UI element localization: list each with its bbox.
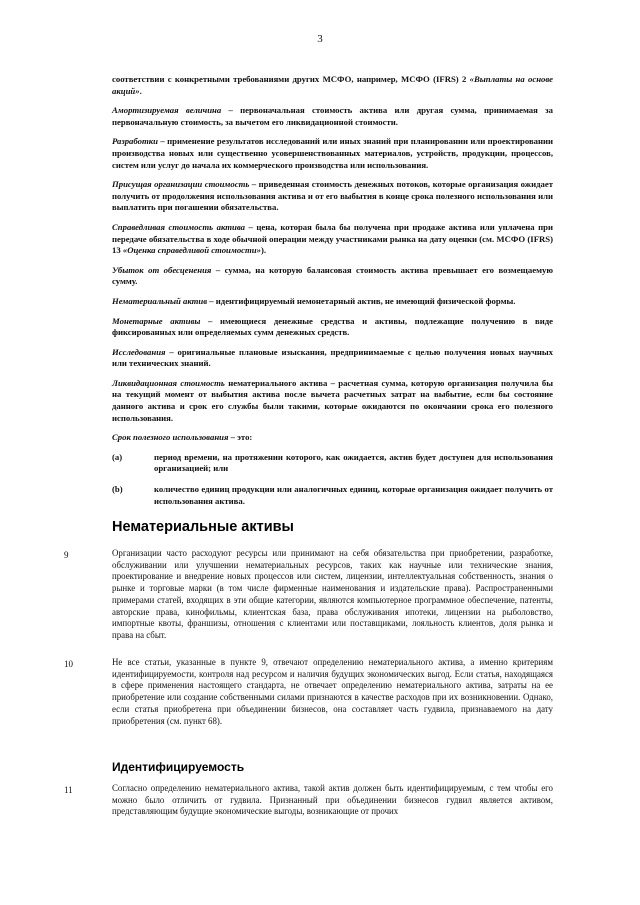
definition-intangible-asset bbox=[112, 296, 553, 308]
definition-term: Справедливая стоимость актива bbox=[112, 221, 245, 232]
definition-term: Срок полезного использования bbox=[112, 432, 229, 443]
definition-text: – цена, которая была бы получена при продаже актива или уплачена при передаче обязательства в ходе обычной операции между участниками рынка на дату оценки (см. МСФО (IFRS) 13 bbox=[112, 221, 553, 256]
definition-text: – первоначальная стоимость актива или другая сумма, принимаемая за первоначальную стоимость, за вычетом его ликвидационной стоимости. bbox=[112, 105, 553, 127]
definition-text: – имеющиеся денежные средства и активы, подлежащие получению в виде фиксированных или определяемых сумм денежных средств. bbox=[112, 315, 553, 338]
definition-continuation bbox=[112, 74, 553, 97]
definition-text: – сумма, на которую балансовая стоимость актива превышает его возмещаемую сумму. bbox=[112, 264, 553, 287]
definition-text: – применение результатов исследований или иных знаний при планировании или проектировании производства новых или существенно усовершенствованных материалов, устройств, продукции, процессов, систем или услуг до начала их коммерческого производства или использования. bbox=[112, 136, 553, 170]
definition-text: – это: bbox=[228, 432, 253, 443]
definition-text: – идентифицируемый немонетарный актив, не имеющий физической формы. bbox=[207, 295, 516, 306]
definition-monetary-assets bbox=[112, 316, 553, 339]
subsection-heading: Идентифицируемость bbox=[112, 760, 245, 774]
definition-term: «Оценка справедливой стоимости» bbox=[122, 245, 261, 256]
list-item-text: период времени, на протяжении которого, как ожидается, актив будет доступен для использования организацией; или bbox=[154, 451, 553, 474]
definition-text: нематериального актива – расчетная сумма, которую организация получила бы на текущий момент от выбытия актива после вычета расчетных затрат на выбытие, если бы состояние данного актива и срок его службы были такими, которые ожидаются по окончании срока его полезного использования. bbox=[112, 377, 554, 423]
definition-text: – оригинальные плановые изыскания, предпринимаемые с целью получения новых научных или технических знаний. bbox=[112, 346, 553, 369]
definition-residual-value bbox=[112, 378, 553, 424]
definition-term: Монетарные активы bbox=[112, 315, 201, 326]
definition-tail: ). bbox=[260, 245, 267, 256]
definition-term: Разработки bbox=[112, 136, 158, 147]
list-item-letter: (a) bbox=[112, 451, 123, 462]
definition-tail: . bbox=[139, 85, 142, 96]
definition-term: Амортизируемая величина bbox=[112, 105, 222, 116]
definition-research bbox=[112, 347, 553, 370]
list-item-text: количество единиц продукции или аналогичных единиц, которые организация ожидает получить от использования актива. bbox=[154, 484, 553, 506]
definitions-list bbox=[112, 74, 553, 516]
definition-fair-value bbox=[112, 222, 553, 257]
definition-useful-life bbox=[112, 432, 553, 444]
definition-text: соответствии с конкретными требованиями других МСФО, например, МСФО (IFRS) 2 bbox=[112, 74, 470, 84]
definition-impairment-loss bbox=[112, 265, 553, 288]
paragraph-number: 10 bbox=[64, 659, 73, 669]
paragraph-number: 11 bbox=[64, 785, 73, 795]
definition-term: Присущая организации стоимость bbox=[112, 179, 250, 190]
list-item-letter: (b) bbox=[112, 484, 123, 495]
definition-term: Ликвидационная стоимость bbox=[112, 377, 225, 388]
paragraph-10: Не все статьи, указанные в пункте 9, отвечают определению нематериального актива, а именно критериям идентифицируемости, контроля над ресурсом и наличия будущих экономических выгод. Если статья, находящаяся в сфере применения настоящего стандарта, не отвечает определению нематериального актива, затраты на ее приобретение или создание собственными силами признаются в качестве расходов при их возникновении. Однако, если статья приобретена при объединении бизнесов, она составляет часть гудвила, признаваемого на дату приобретения (см. пункт 68). bbox=[112, 657, 553, 726]
definition-term: Убыток от обесценения bbox=[112, 264, 212, 275]
definition-term: Исследования bbox=[112, 346, 166, 357]
paragraph-9: Организации часто расходуют ресурсы или принимают на себя обязательства при приобретении, разработке, обслуживании или улучшении нематериальных ресурсов, таких как научные или технические знания, проектирование и внедрение новых процессов или систем, лицензии, интеллектуальная собственность, знания о рынке и торговые марки (в том числе фирменные наименования и издательские права). Распространенными примерами статей, входящих в эти общие категории, являются компьютерное программное обеспечение, патенты, авторские права, кинофильмы, клиентская база, права обслуживания ипотеки, лицензии на рыболовство, импортные квоты, франшизы, отношения с клиентами или поставщиками, лояльность клиентов, доля рынка и права на сбыт. bbox=[112, 548, 553, 640]
definition-term: Нематериальный актив bbox=[112, 295, 208, 306]
list-item bbox=[112, 484, 553, 507]
page-number: 3 bbox=[317, 33, 323, 45]
list-item bbox=[112, 452, 553, 475]
definition-depreciable-amount bbox=[112, 105, 553, 128]
paragraph-number: 9 bbox=[64, 550, 69, 560]
paragraph-11: Согласно определению нематериального актива, такой актив должен быть идентифицируемым, с тем чтобы его можно было отличить от гудвила. Признанный при объединении бизнесов гудвил является активом, представляющим будущие экономические выгоды, возникающие от прочих bbox=[112, 783, 553, 817]
definition-term: «Выплаты на основе акций» bbox=[112, 74, 553, 96]
definition-entity-specific-value bbox=[112, 179, 553, 214]
definition-development bbox=[112, 136, 553, 171]
definition-text: – приведенная стоимость денежных потоков, которые организация ожидает получить от продолжения использования актива и от его выбытия в конце срока полезного использования или выплатить при погашении обязательства. bbox=[112, 179, 553, 213]
section-heading: Нематериальные активы bbox=[112, 519, 294, 535]
